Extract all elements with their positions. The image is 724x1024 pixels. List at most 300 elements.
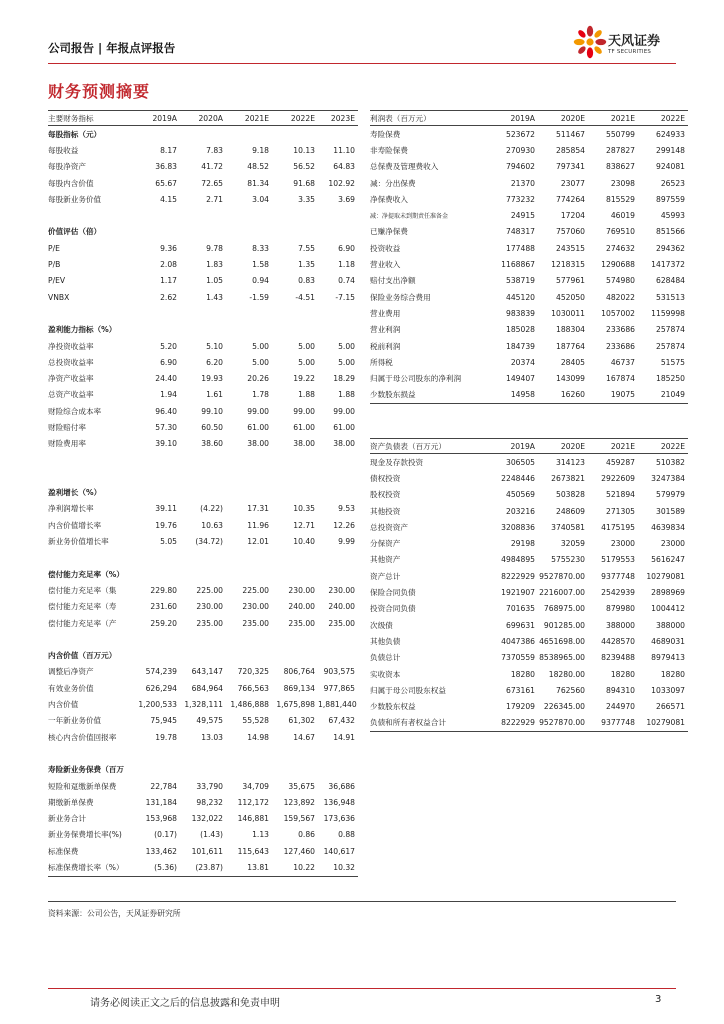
cell-value: 299148 <box>656 145 685 155</box>
indicator-row <box>48 582 358 598</box>
cell-value: 1030011 <box>551 308 585 318</box>
balance-row <box>370 601 688 617</box>
cell-value: 98,232 <box>196 797 223 807</box>
balance-row <box>370 535 688 551</box>
cell-value: 14.91 <box>333 732 355 742</box>
row-label: 营业收入 <box>370 260 401 270</box>
indicator-row <box>48 599 358 615</box>
income-row <box>370 175 688 191</box>
cell-value: 240.00 <box>328 602 355 612</box>
cell-value: 9.99 <box>338 537 355 547</box>
income-row <box>370 159 688 175</box>
cell-value <box>226 468 272 484</box>
cell-value: 579979 <box>656 490 685 500</box>
cell-value: 624933 <box>656 129 685 139</box>
cell-value: 287827 <box>606 145 635 155</box>
cell-value: 146,881 <box>237 814 269 824</box>
indicator-row <box>48 142 358 158</box>
cell-value: 49,575 <box>196 716 223 726</box>
cell-value: 5.00 <box>338 341 355 351</box>
cell-value: 22,784 <box>150 781 177 791</box>
income-row <box>370 191 688 207</box>
cell-value <box>318 745 358 761</box>
indicator-row <box>48 827 358 843</box>
indicator-row <box>48 810 358 826</box>
row-label: 其他投资 <box>370 506 401 516</box>
cell-value: 19.78 <box>155 732 177 742</box>
cell-value <box>226 648 272 664</box>
cell-value <box>318 305 358 321</box>
cell-value: 21049 <box>638 387 688 404</box>
cell-value: 531513 <box>656 292 685 302</box>
row-label: 财险综合成本率 <box>48 406 102 416</box>
indicator-row <box>48 273 358 289</box>
cell-value: 10.32 <box>318 859 358 876</box>
indicator-row <box>48 224 358 240</box>
header-label: 利润表（百万元） <box>370 111 488 126</box>
cell-value: (5.36) <box>134 859 180 876</box>
cell-value: 257874 <box>656 341 685 351</box>
cell-value <box>226 452 272 468</box>
cell-value: 574980 <box>606 276 635 286</box>
row-label: 盈利能力指标（%） <box>48 325 117 335</box>
cell-value: 699631 <box>506 620 535 630</box>
cell-value: 32059 <box>560 539 585 549</box>
footer-divider <box>48 988 676 989</box>
cell-value: 23000 <box>610 539 635 549</box>
cell-value: 112,172 <box>237 797 269 807</box>
cell-value: 2248446 <box>501 473 535 483</box>
cell-value: 643,147 <box>191 667 223 677</box>
cell-value: 1.88 <box>298 390 315 400</box>
cell-value: 23098 <box>610 178 635 188</box>
indicator-row <box>48 191 358 207</box>
row-label: 减：净提取未到期责任准备金 <box>370 213 449 221</box>
row-label: 每股新业务价值 <box>48 194 102 204</box>
cell-value: 177488 <box>506 243 535 253</box>
cell-value: 314123 <box>556 457 585 467</box>
tf-logo-icon <box>572 24 608 60</box>
cell-value: 1218315 <box>551 260 585 270</box>
indicator-row <box>48 485 358 501</box>
cell-value: 7370559 <box>501 653 535 663</box>
row-label: 分保资产 <box>370 539 401 549</box>
row-label: 财险费用率 <box>48 439 86 449</box>
cell-value: 901285.00 <box>543 620 585 630</box>
cell-value: 67,432 <box>328 716 355 726</box>
cell-value: 3740581 <box>551 522 585 532</box>
cell-value <box>180 322 226 338</box>
cell-value: 115,643 <box>237 846 269 856</box>
balance-row <box>370 698 688 714</box>
indicator-row <box>48 452 358 468</box>
indicator-row <box>48 729 358 745</box>
cell-value <box>134 762 180 778</box>
balance-row <box>370 584 688 600</box>
cell-value: 75,945 <box>150 716 177 726</box>
cell-value: 2673821 <box>551 473 585 483</box>
table-header-row <box>370 439 688 454</box>
cell-value: 5.00 <box>298 341 315 351</box>
cell-value: 773232 <box>506 194 535 204</box>
cell-value <box>226 322 272 338</box>
row-label: 营业利润 <box>370 325 401 335</box>
cell-value: 9.78 <box>206 243 223 253</box>
cell-value <box>272 745 318 761</box>
balance-row <box>370 519 688 535</box>
row-label: 内含价值（百万元） <box>48 651 117 661</box>
cell-value <box>226 485 272 501</box>
cell-value: 1004412 <box>651 604 685 614</box>
cell-value: 2.71 <box>206 194 223 204</box>
indicator-row <box>48 240 358 256</box>
cell-value: 14.98 <box>247 732 269 742</box>
cell-value: 61,302 <box>288 716 315 726</box>
balance-row <box>370 470 688 486</box>
indicator-row <box>48 680 358 696</box>
header-year: 2022E <box>638 439 688 454</box>
cell-value: 229.80 <box>150 585 177 595</box>
cell-value: 5.00 <box>252 341 269 351</box>
cell-value <box>272 485 318 501</box>
row-label: 净利润增长率 <box>48 504 94 514</box>
cell-value: 36,686 <box>328 781 355 791</box>
cell-value: 143099 <box>556 374 585 384</box>
cell-value: 266571 <box>656 702 685 712</box>
header-year: 2022E <box>272 111 318 126</box>
cell-value: 24.40 <box>155 374 177 384</box>
indicator-row <box>48 550 358 566</box>
cell-value: 521894 <box>606 490 635 500</box>
indicator-row <box>48 778 358 794</box>
cell-value: 38.60 <box>201 439 223 449</box>
cell-value <box>180 224 226 240</box>
income-row <box>370 240 688 256</box>
row-label: 标准保费 <box>48 846 79 856</box>
row-label: P/E <box>48 243 60 253</box>
cell-value: 18280 <box>510 669 535 679</box>
indicator-row <box>48 322 358 338</box>
cell-value: 977,865 <box>323 683 355 693</box>
cell-value <box>134 452 180 468</box>
cell-value: -7.15 <box>335 292 355 302</box>
cell-value: 3.35 <box>298 194 315 204</box>
cell-value: 231.60 <box>150 602 177 612</box>
header-year: 2019A <box>134 111 180 126</box>
cell-value: 19.76 <box>155 520 177 530</box>
cell-value: 184739 <box>506 341 535 351</box>
indicator-row <box>48 305 358 321</box>
cell-value: 17.31 <box>247 504 269 514</box>
cell-value: 4.15 <box>160 194 177 204</box>
cell-value <box>226 126 272 143</box>
cell-value <box>226 566 272 582</box>
cell-value: 131,184 <box>145 797 177 807</box>
cell-value: 235.00 <box>196 618 223 628</box>
cell-value: 701635 <box>506 604 535 614</box>
row-label: 有效业务价值 <box>48 683 94 693</box>
row-label: 归属于母公司股东的净利润 <box>370 374 462 384</box>
cell-value: 140,617 <box>323 846 355 856</box>
header-year: 2020E <box>538 111 588 126</box>
cell-value: 628484 <box>656 276 685 286</box>
cell-value: 1.13 <box>252 830 269 840</box>
cell-value: 9377748 <box>601 571 635 581</box>
cell-value: 285854 <box>556 145 585 155</box>
cell-value: 185028 <box>506 325 535 335</box>
cell-value: 35,675 <box>288 781 315 791</box>
cell-value: 9527870.00 <box>539 571 585 581</box>
cell-value: 159,567 <box>283 814 315 824</box>
cell-value <box>180 550 226 566</box>
row-label: 寿险新业务保费（百万 <box>48 765 124 775</box>
cell-value: 226345.00 <box>543 702 585 712</box>
row-label: 新业务价值增长率 <box>48 537 109 547</box>
cell-value <box>180 745 226 761</box>
cell-value: 1.83 <box>206 260 223 270</box>
cell-value <box>272 566 318 582</box>
cell-value: 259.20 <box>150 618 177 628</box>
row-label: VNBX <box>48 292 70 302</box>
cell-value: 64.83 <box>333 162 355 172</box>
header-divider <box>48 63 676 64</box>
row-label: 负债总计 <box>370 653 401 663</box>
logo-name-en: TF SECURITIES <box>608 49 652 55</box>
cell-value: 81.34 <box>247 178 269 188</box>
cell-value <box>272 550 318 566</box>
row-label: 归属于母公司股东权益 <box>370 685 446 695</box>
cell-value: 0.88 <box>338 830 355 840</box>
cell-value: 179209 <box>506 702 535 712</box>
cell-value <box>318 224 358 240</box>
cell-value: 34,709 <box>242 781 269 791</box>
cell-value: 482022 <box>606 292 635 302</box>
row-label: 净投资收益率 <box>48 341 94 351</box>
cell-value: 511467 <box>556 129 585 139</box>
cell-value <box>318 631 358 647</box>
header-year: 2021E <box>588 111 638 126</box>
cell-value <box>226 224 272 240</box>
cell-value: 4984895 <box>501 555 535 565</box>
cell-value <box>226 550 272 566</box>
cell-value: 38.00 <box>247 439 269 449</box>
row-label: 保险合同负债 <box>370 588 416 598</box>
cell-value <box>272 648 318 664</box>
cell-value: 23000 <box>660 539 685 549</box>
cell-value <box>134 126 180 143</box>
row-label: 赔付支出净额 <box>370 276 416 286</box>
cell-value: 48.52 <box>247 162 269 172</box>
indicator-row <box>48 745 358 761</box>
cell-value: 2922609 <box>601 473 635 483</box>
cell-value <box>134 322 180 338</box>
cell-value: 450569 <box>506 490 535 500</box>
cell-value: 60.50 <box>201 422 223 432</box>
cell-value: 203216 <box>506 506 535 516</box>
income-row <box>370 256 688 272</box>
cell-value: 4639834 <box>651 522 685 532</box>
cell-value: 23077 <box>560 178 585 188</box>
cell-value: 8.17 <box>160 145 177 155</box>
cell-value: 3247384 <box>651 473 685 483</box>
cell-value: 46737 <box>610 357 635 367</box>
income-row <box>370 142 688 158</box>
cell-value: 99.00 <box>247 406 269 416</box>
income-row <box>370 338 688 354</box>
cell-value: 762560 <box>556 685 585 695</box>
cell-value: 851566 <box>656 227 685 237</box>
cell-value <box>272 452 318 468</box>
cell-value: 99.00 <box>333 406 355 416</box>
row-label: 次级债 <box>370 620 393 630</box>
indicator-row <box>48 501 358 517</box>
cell-value: 61.00 <box>247 422 269 432</box>
cell-value: 96.40 <box>155 406 177 416</box>
cell-value: 5.20 <box>160 341 177 351</box>
cell-value: 2898969 <box>651 588 685 598</box>
cell-value <box>180 452 226 468</box>
cell-value: 225.00 <box>242 585 269 595</box>
cell-value: 61.00 <box>333 422 355 432</box>
cell-value: 3.69 <box>338 194 355 204</box>
cell-value: 1.58 <box>252 260 269 270</box>
cell-value: 10279081 <box>638 715 688 732</box>
cell-value: 1,486,888 <box>230 700 269 710</box>
cell-value: 185250 <box>656 374 685 384</box>
cell-value: 99.10 <box>201 406 223 416</box>
row-label: 价值评估（倍） <box>48 227 102 237</box>
cell-value: 28405 <box>560 357 585 367</box>
cell-value: 1.18 <box>338 260 355 270</box>
cell-value: 503828 <box>556 490 585 500</box>
cell-value: 187764 <box>556 341 585 351</box>
cell-value: 538719 <box>506 276 535 286</box>
cell-value: 19.93 <box>201 374 223 384</box>
cell-value: 10.63 <box>201 520 223 530</box>
row-label: 一年新业务价值 <box>48 716 102 726</box>
cell-value: 8222929 <box>488 715 538 732</box>
cell-value: 768975.00 <box>543 604 585 614</box>
balance-row <box>370 715 688 732</box>
cell-value: 65.67 <box>155 178 177 188</box>
row-label: 财险赔付率 <box>48 422 86 432</box>
cell-value: 9.36 <box>160 243 177 253</box>
header-year: 2019A <box>488 439 538 454</box>
cell-value: 1,881,440 <box>318 700 357 710</box>
cell-value: 38.00 <box>293 439 315 449</box>
cell-value: 673161 <box>506 685 535 695</box>
cell-value: 39.10 <box>155 439 177 449</box>
cell-value: 39.11 <box>155 504 177 514</box>
row-label: 偿付能力充足率（%） <box>48 569 124 579</box>
indicator-row <box>48 207 358 223</box>
row-label: 债权投资 <box>370 473 401 483</box>
cell-value: 574,239 <box>145 667 177 677</box>
financial-indicators-table <box>48 110 358 877</box>
cell-value: 33,790 <box>196 781 223 791</box>
cell-value: 0.94 <box>252 276 269 286</box>
cell-value <box>180 762 226 778</box>
cell-value: 1057002 <box>601 308 635 318</box>
cell-value: (0.17) <box>154 830 177 840</box>
row-label: 偿付能力充足率（寿 <box>48 602 117 612</box>
indicator-row <box>48 843 358 859</box>
indicator-row <box>48 631 358 647</box>
cell-value: 4047386 <box>501 636 535 646</box>
row-label: 股权投资 <box>370 490 401 500</box>
balance-row <box>370 503 688 519</box>
cell-value: 167874 <box>606 374 635 384</box>
balance-row <box>370 454 688 471</box>
row-label: 营业费用 <box>370 308 401 318</box>
cell-value: 0.83 <box>298 276 315 286</box>
cell-value: 173,636 <box>323 814 355 824</box>
cell-value: 271305 <box>606 506 635 516</box>
row-label: 负债和所有者权益合计 <box>370 715 488 732</box>
header-year: 2021E <box>226 111 272 126</box>
cell-value <box>318 648 358 664</box>
cell-value: 149407 <box>506 374 535 384</box>
cell-value: 19.22 <box>293 374 315 384</box>
cell-value: 769510 <box>606 227 635 237</box>
cell-value: 123,892 <box>283 797 315 807</box>
disclaimer-text: 请务必阅读正文之后的信息披露和免责申明 <box>90 998 280 1009</box>
indicator-row <box>48 403 358 419</box>
cell-value: 924081 <box>656 162 685 172</box>
cell-value: 4651698.00 <box>539 636 585 646</box>
cell-value: 577961 <box>556 276 585 286</box>
cell-value <box>134 224 180 240</box>
cell-value: 12.71 <box>293 520 315 530</box>
cell-value <box>272 631 318 647</box>
row-label: 其他负债 <box>370 636 401 646</box>
cell-value: 301589 <box>656 506 685 516</box>
indicator-row <box>48 615 358 631</box>
balance-row <box>370 682 688 698</box>
cell-value: 61.00 <box>293 422 315 432</box>
row-label <box>48 468 134 484</box>
cell-value <box>272 322 318 338</box>
row-label: 所得税 <box>370 357 393 367</box>
header-label: 资产负债表（百万元） <box>370 439 488 454</box>
cell-value: 7.83 <box>206 145 223 155</box>
row-label: 其他资产 <box>370 555 401 565</box>
cell-value: 230.00 <box>288 585 315 595</box>
row-label: 现金及存款投资 <box>370 457 424 467</box>
cell-value: 26523 <box>660 178 685 188</box>
cell-value: 18.29 <box>333 374 355 384</box>
cell-value <box>134 468 180 484</box>
cell-value: 18280 <box>660 669 685 679</box>
row-label: 少数股东权益 <box>370 702 416 712</box>
cell-value: 5.10 <box>206 341 223 351</box>
cell-value: 57.30 <box>155 422 177 432</box>
cell-value: (34.72) <box>195 537 223 547</box>
table-header-row <box>48 111 358 126</box>
cell-value: -4.51 <box>295 292 315 302</box>
indicator-row <box>48 517 358 533</box>
section-title: 财务预测摘要 <box>48 82 151 101</box>
cell-value: 388000 <box>606 620 635 630</box>
cell-value: 5.00 <box>338 357 355 367</box>
cell-value: 806,764 <box>283 667 315 677</box>
cell-value <box>272 126 318 143</box>
row-label: 偿付能力充足率（集 <box>48 585 117 595</box>
row-label: 盈利增长（%） <box>48 488 102 498</box>
indicator-row <box>48 468 358 484</box>
cell-value: 8979413 <box>651 653 685 663</box>
row-label: 标准保费增长率（%） <box>48 859 134 876</box>
